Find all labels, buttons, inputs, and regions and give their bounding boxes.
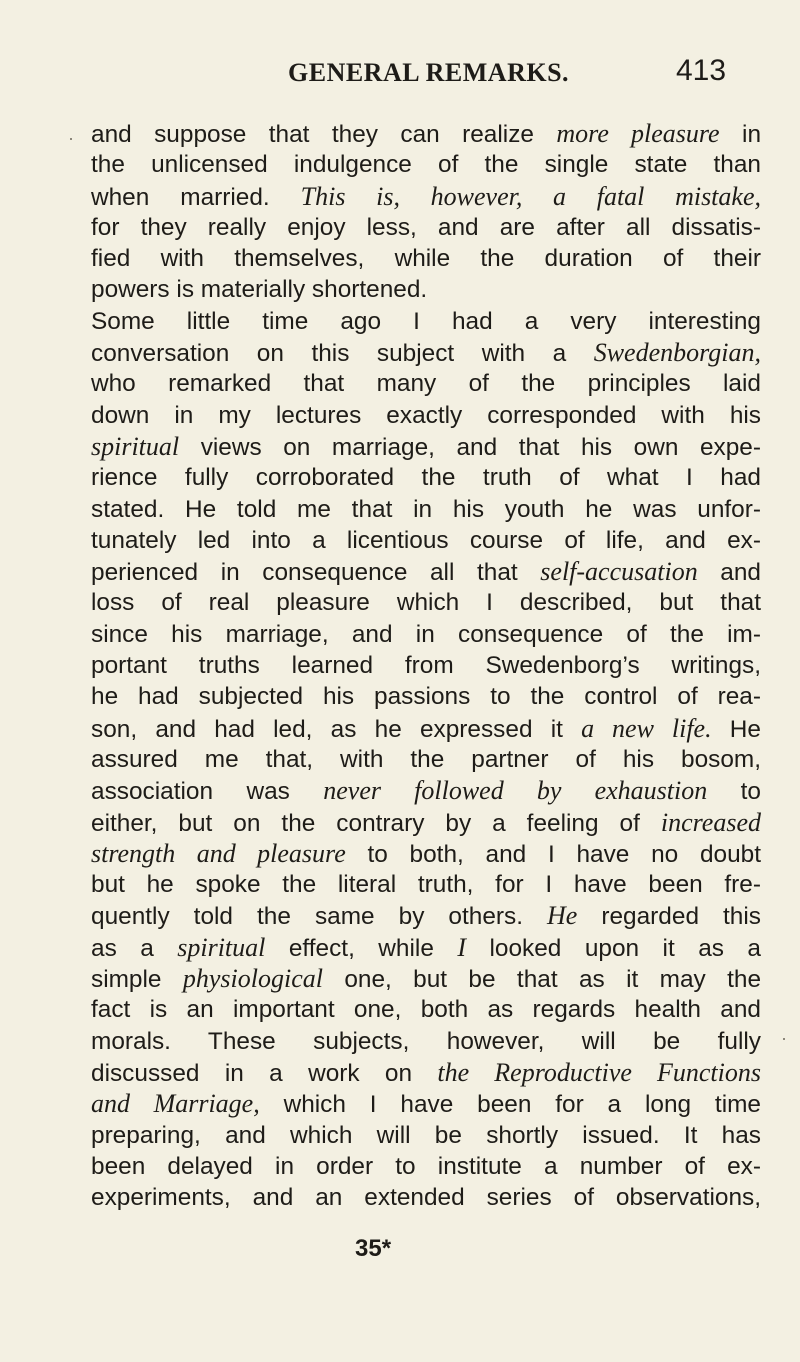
text-line <box>91 494 761 525</box>
text-run: conversation on this subject with a <box>91 340 594 368</box>
text-run: been delayed in order to institute a number of ex- <box>91 1152 761 1180</box>
italic-run: never followed by exhaustion <box>323 776 708 806</box>
text-run: perienced in consequence all that <box>91 559 541 587</box>
italic-run: strength and pleasure <box>91 838 346 868</box>
text-line <box>91 744 761 775</box>
text-run: He <box>711 715 761 743</box>
text-run: and suppose that they can realize <box>91 121 557 148</box>
text-run: morals. These subjects, however, will be fully <box>91 1027 761 1055</box>
text-run: effect, while <box>265 934 458 962</box>
text-run: Some little time ago I had a very interesting <box>91 307 761 335</box>
text-line <box>91 1182 761 1213</box>
text-run: loss of real pleasure which I described, but that <box>91 589 761 617</box>
text-line <box>91 212 761 243</box>
text-run: association was <box>91 778 324 806</box>
text-line <box>91 869 761 900</box>
text-run: looked upon it as a <box>466 934 761 962</box>
running-head-title: GENERAL REMARKS. <box>288 58 570 87</box>
text-run: preparing, and which will be shortly issued. It has <box>91 1121 761 1149</box>
text-run: discussed in a work on <box>91 1059 438 1087</box>
text-line <box>91 181 761 212</box>
text-run: stated. He told me that in his youth he was unfor- <box>91 495 761 523</box>
text-line <box>91 1120 761 1151</box>
italic-run: the Reproductive Functions <box>437 1057 761 1087</box>
text-line <box>91 431 761 462</box>
text-line <box>91 306 761 337</box>
text-line <box>91 963 761 994</box>
text-line <box>91 838 761 869</box>
text-line <box>91 118 761 149</box>
text-line <box>91 274 761 305</box>
text-run: either, but on the contrary by a feeling of <box>91 809 661 837</box>
text-run: to <box>707 778 761 806</box>
text-run: rience fully corroborated the truth of what I had <box>91 464 761 492</box>
text-line <box>91 681 761 712</box>
italic-run: a new life. <box>581 713 712 743</box>
text-run: assured me that, with the partner of his bosom, <box>91 745 761 773</box>
text-line <box>91 932 761 963</box>
text-run: when married. <box>91 183 301 211</box>
text-line <box>91 400 761 431</box>
paper-speck <box>70 138 72 140</box>
text-line <box>91 337 761 368</box>
text-run: who remarked that many of the principles laid <box>91 370 761 398</box>
text-run: but he spoke the literal truth, for I have been fre- <box>91 871 761 899</box>
italic-run: more pleasure <box>556 119 720 148</box>
text-run: powers is materially shortened. <box>91 276 428 304</box>
running-head <box>0 54 800 98</box>
text-line <box>91 775 761 806</box>
text-run: he had subjected his passions to the control of rea- <box>91 683 761 711</box>
paper-speck <box>783 1038 785 1040</box>
text-line <box>91 149 761 180</box>
text-run: the unlicensed indulgence of the single state than <box>91 151 761 179</box>
text-line <box>91 587 761 618</box>
page-number: 413 <box>676 54 727 87</box>
text-run: in <box>719 121 762 148</box>
italic-run: self-accusation <box>540 557 698 587</box>
text-run: simple <box>91 966 183 994</box>
italic-run: I <box>457 932 467 962</box>
italic-run: physiological <box>182 964 323 994</box>
italic-run: He <box>547 901 578 931</box>
italic-run: This is, however, a fatal mistake, <box>300 181 761 211</box>
italic-run: Swedenborgian, <box>593 338 761 368</box>
text-run: fact is an important one, both as regards health and <box>91 996 761 1024</box>
signature-mark: 35* <box>355 1235 392 1262</box>
text-line <box>91 1057 761 1088</box>
text-line <box>91 556 761 587</box>
text-run: to both, and I have no doubt <box>345 840 761 868</box>
italic-run: spiritual <box>177 932 266 962</box>
text-line <box>91 994 761 1025</box>
text-run: since his marriage, and in consequence of the im- <box>91 620 761 648</box>
text-line <box>91 243 761 274</box>
text-line <box>91 525 761 556</box>
text-run: down in my lectures exactly corresponded with his <box>91 401 761 429</box>
text-run: portant truths learned from Swedenborg’s writings, <box>91 652 761 680</box>
text-line <box>91 1151 761 1182</box>
text-run: quently told the same by others. <box>91 903 548 931</box>
body-text <box>91 118 761 1213</box>
text-run: fied with themselves, while the duration of their <box>91 245 761 273</box>
text-line <box>91 900 761 931</box>
italic-run: and Marriage, <box>91 1089 260 1119</box>
text-line <box>91 650 761 681</box>
text-run: for they really enjoy less, and are after all dissatis- <box>91 213 761 241</box>
text-run: as a <box>91 934 178 962</box>
text-run: views on marriage, and that his own expe- <box>179 433 761 461</box>
text-run: one, but be that as it may the <box>322 966 762 994</box>
text-line <box>91 1026 761 1057</box>
text-line <box>91 713 761 744</box>
text-run: son, and had led, as he expressed it <box>91 715 582 743</box>
text-line <box>91 462 761 493</box>
text-run: experiments, and an extended series of observations, <box>91 1184 761 1212</box>
italic-run: increased <box>660 807 761 837</box>
text-line <box>91 807 761 838</box>
text-line <box>91 619 761 650</box>
italic-run: spiritual <box>91 431 180 461</box>
text-line <box>91 1088 761 1119</box>
text-run: regarded this <box>577 903 761 931</box>
text-run: which I have been for a long time <box>259 1091 761 1119</box>
text-line <box>91 368 761 399</box>
text-run: tunately led into a licentious course of life, and ex- <box>91 526 761 554</box>
text-run: and <box>697 559 761 587</box>
